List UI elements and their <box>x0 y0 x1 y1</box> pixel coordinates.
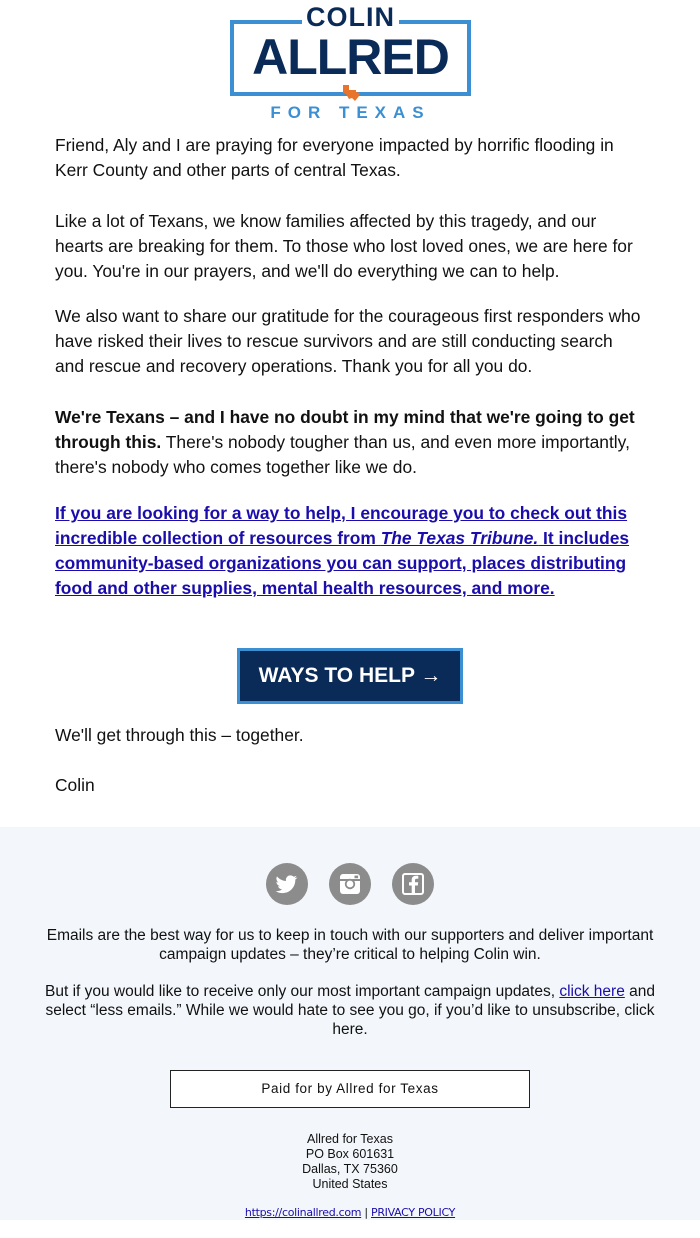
mailing-address <box>200 1132 500 1192</box>
address-line: United States <box>312 1177 388 1191</box>
address-line: Dallas, TX 75360 <box>302 1162 398 1176</box>
page-bottom-margin <box>0 1220 700 1238</box>
instagram-icon[interactable] <box>329 863 371 905</box>
signature <box>55 773 645 798</box>
paragraph-1-text: Friend, Aly and I are praying for everyone impacted by horrific flooding in Kerr County and other parts of central Texas. <box>55 135 614 180</box>
paragraph-2-text: Like a lot of Texans, we know families affected by this tragedy, and our hearts are breaking for them. To those who lost loved ones, we are here for you. You're in our prayers, and we'll do everything we can to help. <box>55 211 633 281</box>
paragraph-1 <box>55 133 645 183</box>
footer-note-1: Emails are the best way for us to keep in touch with our supporters and deliver important campaign updates – they’re critical to helping Colin win. <box>46 927 654 963</box>
paragraph-2 <box>55 209 645 284</box>
paragraph-4-rest: There's nobody tougher than us, and even more importantly, there's nobody who comes together like we do. <box>55 432 630 477</box>
footer-note-2-c: . <box>363 1021 368 1038</box>
unsubscribe-link[interactable]: click here <box>332 1002 655 1038</box>
footer-links <box>150 1206 550 1220</box>
closing-line-text: We'll get through this – together. <box>55 725 304 745</box>
texas-star-icon <box>340 81 362 103</box>
paragraph-3 <box>55 304 645 379</box>
footer-note-2-b: and select “less emails.” While we would hate to see you go, if you’d like to unsubscribe, <box>45 983 655 1019</box>
facebook-icon[interactable] <box>392 863 434 905</box>
privacy-policy-link[interactable]: PRIVACY POLICY <box>371 1206 456 1219</box>
logo-for-texas: FOR TEXAS <box>270 103 431 122</box>
paragraph-3-text: We also want to share our gratitude for the courageous first responders who have risked their lives to rescue survivors and are still conducting search and rescue and recovery operations. Thank you for all you do. <box>55 306 641 376</box>
twitter-icon[interactable] <box>266 863 308 905</box>
paid-for-disclaimer: Paid for by Allred for Texas <box>170 1070 530 1108</box>
address-line: Allred for Texas <box>307 1132 393 1146</box>
logo-colin: COLIN <box>306 2 395 32</box>
footer-links-separator: | <box>361 1206 371 1219</box>
campaign-logo[interactable] <box>230 3 471 123</box>
resources-link[interactable] <box>55 501 645 601</box>
address-line: PO Box 601631 <box>305 1147 395 1161</box>
resources-link-paragraph <box>55 501 645 601</box>
signature-text: Colin <box>55 775 95 795</box>
resources-link-part1: If you are looking for a way to help, I encourage you to check out this incredible collection of resources from <box>55 503 628 548</box>
paragraph-4-bold: We're Texans – and I have no doubt in my mind that we're going to get through this. <box>55 407 635 452</box>
email-footer <box>0 827 700 1220</box>
texas-tribune-title: The Texas Tribune. <box>380 528 539 548</box>
footer-note-2 <box>40 982 660 1039</box>
resources-link-part2: It includes community-based organizations you can support, places distributing food and other supplies, mental health resources, and more. <box>55 528 630 598</box>
footer-note-2-a: But if you would like to receive only our most important campaign updates, <box>45 983 560 1000</box>
closing-line <box>55 723 645 748</box>
ways-to-help-button[interactable]: WAYS TO HELP → <box>237 648 463 704</box>
paragraph-4 <box>55 405 645 480</box>
logo-allred: ALLRED <box>252 29 449 85</box>
less-emails-link[interactable]: click here <box>559 983 625 1000</box>
website-link[interactable]: https://colinallred.com <box>244 1206 362 1219</box>
